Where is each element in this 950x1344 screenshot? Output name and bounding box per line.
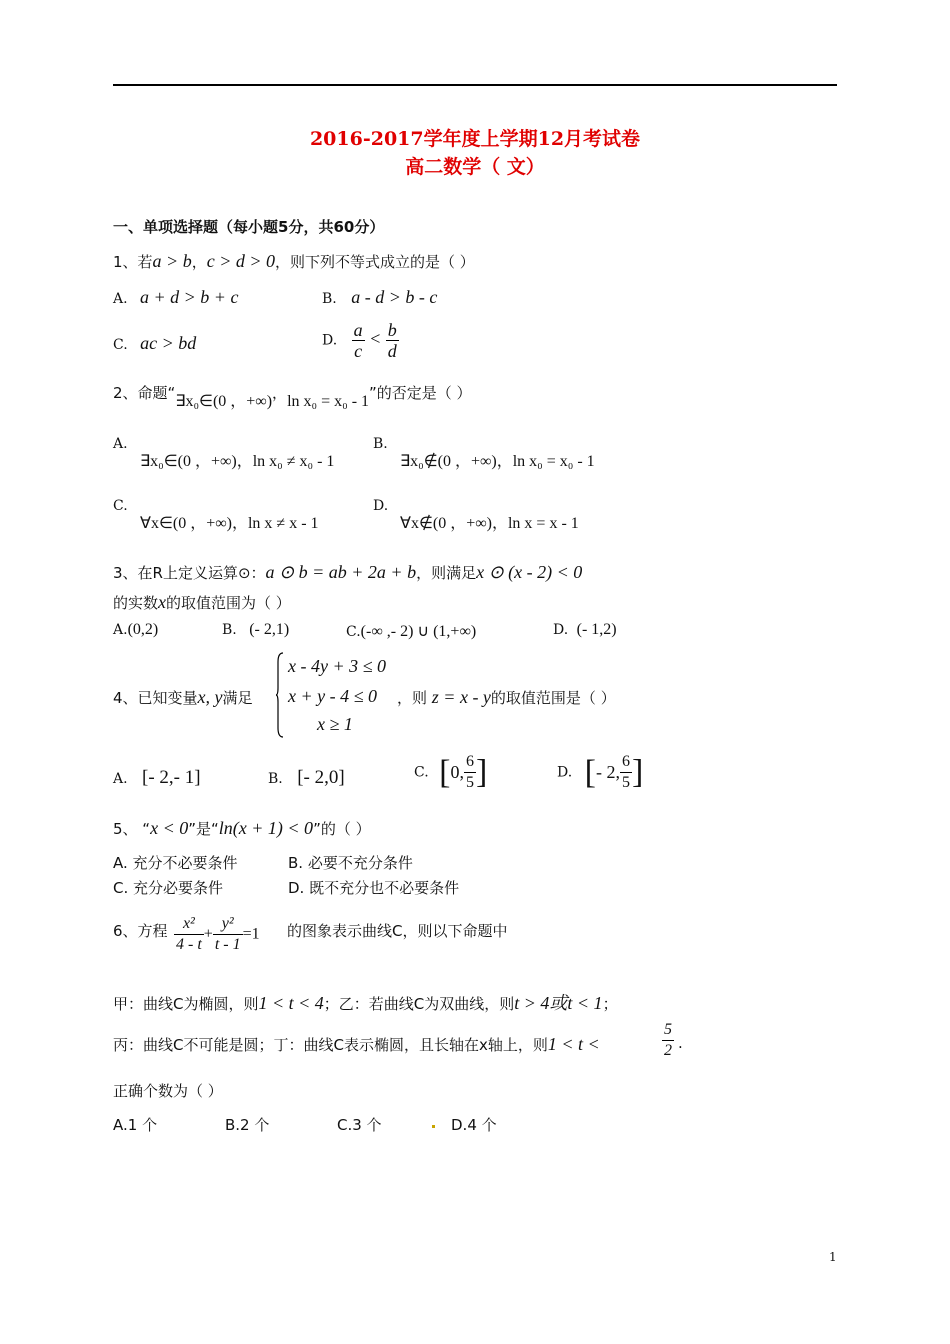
q6-eq: =1 (242, 925, 260, 943)
q1-stem-suffix: ，则下列不等式成立的是（ ） (275, 253, 475, 271)
q5-stem-suffix: ”的（ ） (313, 820, 371, 838)
q6-jia-text1: 甲：曲线C为椭圆，则 (113, 995, 259, 1013)
exam-title: 2016-2017学年度上学期12月考试卷 (309, 128, 641, 150)
stray-mark-dot (432, 1125, 435, 1128)
q4-option-d-label: D. (557, 764, 573, 781)
q1-option-a-label: A. (113, 291, 128, 307)
q6-bing-text: 丙：曲线C不可能是圆；丁：曲线C表示椭圆，且长轴在x轴上，则 (113, 1036, 548, 1054)
q4-option-d-pre: - 2, (595, 762, 620, 782)
q2-option-c-label[interactable]: C. (113, 498, 128, 514)
header-rule (113, 84, 837, 86)
q2-part2: ln x₀ = x₀ - 1 (287, 393, 370, 410)
q4-mid2: ，则 (397, 689, 428, 707)
q4-option-d-frac: $\frac{6}{5}$ (621, 753, 630, 791)
q4-stem-suffix: 的取值范围是（ ） (490, 689, 616, 707)
q5-option-c[interactable]: C. 充分必要条件 (113, 879, 224, 897)
q6-plus: + (203, 925, 213, 943)
q2-stem-prefix: 2、命题“ (113, 384, 176, 402)
q1-option-d-rel: < (369, 328, 382, 349)
q3-option-d-label: D. (553, 622, 569, 638)
q3-option-c-label: C. (346, 624, 361, 640)
q4-option-d[interactable] (557, 752, 643, 793)
q6-jia-text2: ；乙：若曲线C为双曲线，则 (323, 995, 515, 1013)
q4-system-brace (276, 652, 284, 738)
q2-option-a-text[interactable]: ∃x₀∈(0 ，+∞)，ln x₀ ≠ x₀ - 1 (140, 453, 335, 470)
q3-option-d[interactable] (553, 621, 617, 639)
q6-yi-math: t > 4或t < 1 (514, 993, 603, 1013)
q5-mid: ”是“ (188, 820, 219, 838)
q5-option-d[interactable]: D. 既不充分也不必要条件 (288, 879, 460, 897)
q4-option-a[interactable] (113, 767, 201, 789)
q3-def: a ⊙ b = ab + 2a + b (265, 562, 417, 582)
q1-option-d[interactable] (322, 320, 399, 361)
q4-ineq3: x ≥ 1 (317, 714, 353, 734)
q4-target: z = x - y (431, 687, 491, 707)
q4-option-d-left-bracket: [ (584, 753, 596, 791)
q5-cond2: ln(x + 1) < 0 (218, 818, 314, 838)
q6-option-a[interactable]: A.1 个 (113, 1116, 158, 1134)
q3-option-a-text: (0,2) (127, 621, 159, 638)
q4-option-c[interactable] (414, 752, 487, 793)
q3-line2-suffix: 的取值范围为（ ） (166, 594, 291, 612)
q2-option-b-text[interactable]: ∃x₀∉(0 ，+∞)，ln x₀ = x₀ - 1 (400, 453, 595, 470)
q3-line2-prefix: 的实数 (113, 594, 159, 612)
q6-ding-frac-num: 5 (662, 1020, 674, 1041)
q4-option-c-frac: $\frac{6}{5}$ (465, 753, 474, 791)
q4-option-b-text: [- 2,0] (297, 767, 345, 788)
q6-frac1: $\frac{\text{x²}}{4 - t}$ (176, 915, 202, 953)
q3-option-b-text: (- 2,1) (249, 621, 290, 638)
q3-line2-var: x (158, 592, 167, 612)
q3-stem (113, 562, 582, 583)
q6-statement-jia-yi (113, 989, 618, 1015)
q6-ding-frac-den: 2 (664, 1042, 672, 1059)
q1-stem-prefix: 1、若 (113, 253, 153, 271)
q2-option-b-label[interactable]: B. (373, 436, 388, 452)
q1-cond1: a > b (152, 251, 192, 271)
q4-stem-prefix-line (113, 687, 253, 708)
q6-ding-frac (662, 1020, 674, 1061)
q4-option-a-text: [- 2,- 1] (142, 767, 201, 788)
q3-option-b[interactable] (222, 621, 289, 639)
q1-stem (113, 251, 475, 272)
q4-stem-prefix: 4、已知变量 (113, 689, 198, 707)
q2-stem (113, 380, 472, 410)
q6-ding-end: . (678, 1034, 683, 1052)
q1-option-b-label: B. (322, 291, 337, 307)
q2-stem-suffix: ”的否定是（ ） (369, 384, 472, 402)
q2-option-c-text[interactable]: ∀x∈(0 ，+∞)，ln x ≠ x - 1 (140, 515, 319, 532)
q1-option-c[interactable] (113, 333, 196, 354)
q6-stem-suffix: 的图象表示曲线C，则以下命题中 (287, 922, 508, 940)
q2-comma: ， (272, 384, 288, 402)
q6-ding-math: 1 < t < (547, 1034, 600, 1054)
q4-mid: 满足 (222, 689, 253, 707)
q2-option-d-text[interactable]: ∀x∉(0 ，+∞)，ln x = x - 1 (400, 515, 579, 532)
q4-option-b-label: B. (268, 771, 283, 787)
q2-option-a-label[interactable]: A. (113, 436, 128, 452)
q3-option-a[interactable] (113, 621, 158, 639)
section-heading: 一、单项选择题（每小题5分，共60分） (113, 218, 385, 236)
q1-option-c-text: ac > bd (140, 333, 197, 353)
q3-cond: x ⊙ (x - 2) < 0 (476, 562, 583, 582)
q6-equation (174, 914, 260, 955)
q1-cond2: c > d > 0 (206, 251, 276, 271)
q6-jia-text3: ； (602, 995, 618, 1013)
q1-option-b[interactable] (322, 287, 437, 308)
q1-option-a-text: a + d > b + c (140, 287, 239, 307)
q6-jia-math: 1 < t < 4 (258, 993, 324, 1013)
q4-option-a-label: A. (113, 771, 128, 787)
q6-option-c[interactable]: C.3 个 (337, 1116, 382, 1134)
q6-option-d[interactable]: D.4 个 (451, 1116, 497, 1134)
exam-subtitle: 高二数学（ 文） (405, 156, 545, 178)
q3-option-b-label: B. (222, 622, 237, 638)
q4-option-d-right-bracket: ] (631, 753, 644, 791)
q5-stem-prefix: 5、 “ (113, 820, 151, 838)
q1-option-a[interactable] (113, 287, 238, 308)
q3-stem-prefix: 3、在R上定义运算⊙： (113, 564, 266, 582)
q5-option-b[interactable]: B. 必要不充分条件 (288, 854, 413, 872)
q4-vars: x, y (197, 687, 223, 707)
q6-frac2: $\frac{\text{y²}}{t - 1}$ (214, 915, 241, 953)
q6-statement-bing-ding (113, 1034, 600, 1055)
q5-option-a[interactable]: A. 充分不必要条件 (113, 854, 238, 872)
q4-ineq1: x - 4y + 3 ≤ 0 (288, 656, 386, 676)
q5-cond1: x < 0 (150, 818, 189, 838)
q4-stem-suffix-line (397, 687, 616, 708)
q6-stem-prefix: 6、方程 (113, 922, 168, 940)
q3-option-a-label: A. (113, 622, 128, 638)
q1-option-c-label: C. (113, 337, 128, 353)
q5-stem (113, 818, 371, 839)
q1-option-b-text: a - d > b - c (351, 287, 438, 307)
q2-part1: ∃x₀∈(0 ，+∞) (175, 393, 273, 410)
q1-sep: ， (191, 253, 207, 271)
q2-option-d-label[interactable]: D. (373, 498, 389, 514)
q3-option-d-text: (- 1,2) (576, 621, 617, 638)
q3-stem-line2 (113, 592, 291, 613)
q4-option-c-right-bracket: ] (475, 753, 488, 791)
q3-option-c-text: (-∞ ,- 2) ∪ (1,+∞) (360, 623, 477, 640)
q4-option-c-label: C. (414, 764, 429, 781)
q1-option-d-frac2: $\frac{b}{d}$ (387, 320, 397, 361)
q6-count-line: 正确个数为（ ） (113, 1082, 223, 1100)
page-number: 1 (829, 1250, 837, 1264)
q4-option-c-left-bracket: [ (439, 753, 451, 791)
q6-option-b[interactable]: B.2 个 (225, 1116, 270, 1134)
q4-ineq2: x + y - 4 ≤ 0 (288, 686, 377, 706)
q4-option-c-pre: 0, (450, 762, 464, 782)
q1-option-d-label: D. (322, 332, 338, 349)
q3-option-c[interactable] (346, 621, 476, 641)
q3-mid: ，则满足 (416, 564, 477, 582)
q1-option-d-frac1: $\frac{a}{c}$ (353, 320, 363, 361)
q4-option-b[interactable] (268, 767, 345, 789)
